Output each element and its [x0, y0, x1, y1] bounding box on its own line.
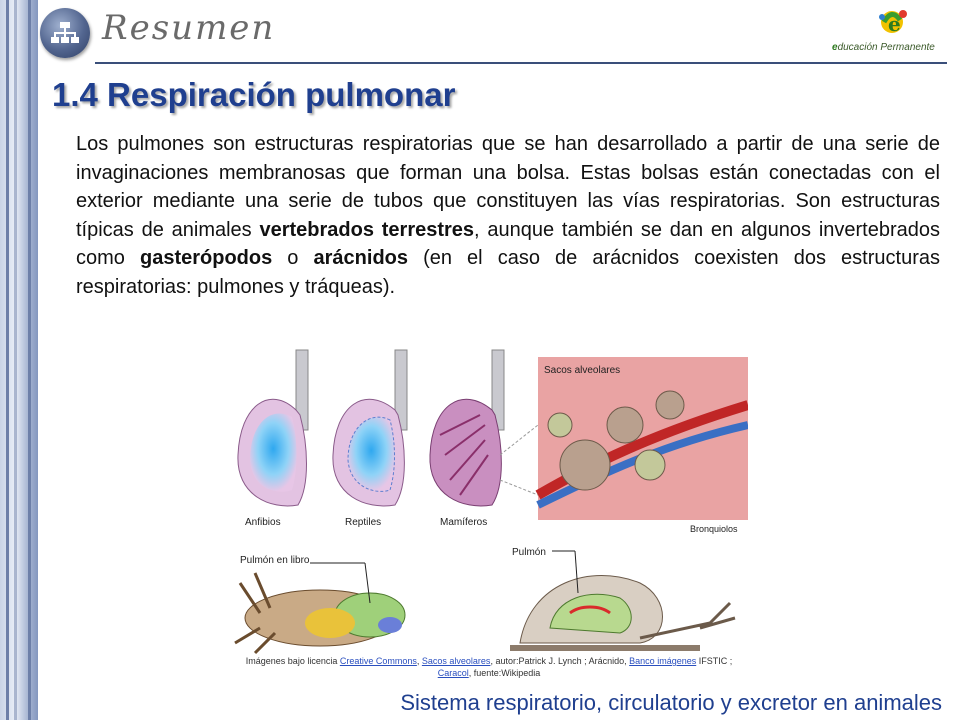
alveolar-sacs [538, 357, 748, 534]
label-anfibios: Anfibios [245, 517, 281, 528]
reptile-lung [333, 350, 407, 528]
spider-book-lung [235, 555, 405, 653]
label-sacos: Sacos alveolares [544, 365, 621, 376]
label-pulmon-libro: Pulmón en libro [240, 555, 310, 566]
link-sacos-alveolares[interactable]: Sacos alveolares [421, 656, 491, 666]
label-reptiles: Reptiles [345, 517, 382, 528]
educacion-permanente-logo [840, 4, 950, 64]
section-title: Resumen [102, 8, 276, 48]
link-caracol[interactable]: Caracol [437, 668, 469, 678]
snail-lung [510, 547, 735, 648]
header-divider [95, 62, 947, 64]
label-mamiferos: Mamíferos [440, 517, 488, 528]
sitemap-icon[interactable] [40, 8, 90, 58]
bold-term: vertebrados terrestres [259, 218, 475, 241]
mammal-lung [430, 350, 504, 528]
body-paragraph: Los pulmones son estructuras respiratorias que se han desarrollado a partir de una serie de invaginaciones membranosas que forman una bolsa. Estas bolsas están conectadas con el exterior mediante una serie de tubos que constituyen las vías respiratorias. Son estructuras típicas de animales vertebrados terrestres, aunque también se dan en algunos invertebrados como gasterópodos o arácnidos (en el caso de arácnidos coexisten dos estructuras respiratorias: pulmones y tráqueas). [76, 133, 940, 298]
label-pulmon: Pulmón [512, 547, 546, 558]
book-lung-and-snail-illustration [230, 543, 748, 655]
link-banco-imagenes[interactable]: Banco imágenes [629, 656, 697, 666]
image-credits: Imágenes bajo licencia Creative Commons, Sacos alveolares, autor:Patrick J. Lynch ; Arácnido, Banco imágenes IFSTIC ; Caracol, fuente:Wikipedia [245, 656, 733, 678]
link-creative-commons[interactable]: Creative Commons [339, 656, 417, 666]
footer-subject: Sistema respiratorio, circulatorio y excretor en animales [400, 690, 942, 715]
left-decorative-bar [0, 0, 38, 720]
amphibian-lung [238, 350, 308, 528]
logo-text: educación Permanente [832, 42, 935, 53]
bold-term: arácnidos [313, 247, 408, 269]
label-bronquiolos: Bronquiolos [690, 524, 738, 534]
bold-term: gasterópodos [139, 247, 273, 269]
slide-title: 1.4 Respiración pulmonar [52, 76, 456, 113]
svg-text:e: e [888, 12, 901, 36]
lungs-illustration [230, 345, 748, 540]
